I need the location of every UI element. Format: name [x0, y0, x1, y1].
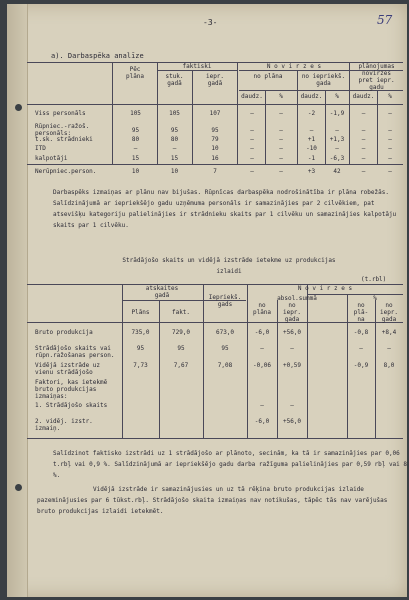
col-header-pct: % — [335, 93, 339, 100]
table1-cell-d1: – — [250, 136, 254, 143]
t2-header-deviations: N o v i r z e s — [297, 285, 353, 292]
t2-header-plan: Plāns — [131, 309, 150, 316]
table2-cell-a2: +0,59 — [282, 362, 302, 369]
table1-cell-p1: – — [279, 155, 283, 162]
table1-cell-d3: – — [361, 110, 366, 117]
table1-cell-p1: – — [279, 127, 283, 134]
table2-row-label: 2. vidēj. izstr. izmaiņ. — [35, 418, 93, 432]
table1-cell-iepr: 95 — [211, 127, 219, 134]
table1-cell-p2: – — [335, 127, 339, 134]
punch-hole — [15, 104, 22, 111]
table2-row-label: Strādājošo skaits vai rūpn.ražošanas person. — [35, 345, 115, 359]
table2-cell-p2: – — [387, 345, 391, 352]
table1-cell-p1: – — [279, 145, 283, 152]
table2-row-label: Faktori, kas ietekmē bruto produkcijas izmaiņas: — [35, 379, 108, 400]
table1-cell-p2: +1,3 — [329, 136, 345, 143]
table1-cell-d1: – — [250, 127, 254, 134]
binding-strip — [7, 4, 28, 597]
col-header-rep-year: stuk. gadā — [165, 73, 184, 87]
table2-cell-a1: -6,0 — [254, 418, 270, 425]
table1-cell-d2: – — [309, 127, 314, 134]
table1-cell-d3: – — [361, 136, 366, 143]
table1-cell-plan: 105 — [130, 110, 141, 117]
table1-cell-p3: – — [388, 145, 392, 152]
table2-cell-a2: – — [290, 402, 294, 409]
table2-cell-iepr: 673,0 — [215, 329, 235, 336]
table1-cell-iepr: 79 — [211, 136, 219, 143]
table2-cell-plan: 7,73 — [133, 362, 148, 369]
table1-cell-p3: – — [388, 136, 392, 143]
table1-cell-p1: – — [279, 168, 283, 175]
table1-cell-plan: 95 — [131, 127, 140, 134]
table2-cell-p1: -0,9 — [353, 362, 369, 369]
col-header-fact: faktiski — [182, 63, 212, 70]
table2-cell-plan: 735,0 — [131, 329, 150, 336]
table2-cell-a2: +56,0 — [282, 329, 302, 336]
table1-cell-iepr: 107 — [209, 110, 221, 117]
table2-cell-fakt: 95 — [177, 345, 185, 352]
paragraph-output-comparison: Salīdzinot faktisko izstrādi uz 1 strādājošo ar plānoto, secinām, ka tā ir samazinājies par 0,06 t.rbļ vai 0,9 %. Salīdzinājumā ar iepriekšējo gadu darba ražīguma palielinājies par 0,59 rbļ vai 8 %. — [53, 450, 408, 479]
col-header-from-prev: no iepriekš. gada — [301, 73, 346, 87]
table1-cell-d2: -1 — [307, 155, 316, 162]
t2-header-absolute: absol.summā — [277, 295, 317, 302]
table2-row-label: Bruto produkcija — [35, 329, 93, 336]
table1-cell-fakt: 15 — [170, 155, 179, 162]
table2-row-label: 1. Strādājošo skaits — [35, 402, 108, 409]
table1-cell-d1: – — [250, 145, 254, 152]
t2-header-pct: % — [373, 295, 377, 302]
table1-cell-d1: – — [250, 155, 254, 162]
table1-cell-p2: -1,9 — [329, 110, 345, 117]
table1-cell-p1: – — [279, 110, 283, 117]
table2-cell-a2: +56,0 — [282, 418, 302, 425]
table1-row-label: kalpotāji — [35, 155, 68, 162]
col-header-qty: daudz. — [352, 93, 375, 100]
table1-cell-plan: 10 — [131, 168, 140, 175]
table1-cell-p2: – — [335, 145, 339, 152]
table2-cell-a2: – — [290, 345, 294, 352]
table1-cell-p1: – — [279, 136, 283, 143]
table1-row-label: t.sk. strādnieki — [35, 136, 93, 143]
table2-cell-fakt: 729,0 — [171, 329, 191, 336]
table1-cell-d2: +3 — [307, 168, 316, 175]
table1-cell-plan: 15 — [131, 155, 140, 162]
table1-cell-fakt: 80 — [170, 136, 179, 143]
table2-cell-iepr: 95 — [221, 345, 229, 352]
table1-cell-fakt: 10 — [170, 168, 179, 175]
table2-cell-a1: – — [260, 345, 264, 352]
section-title: a). Darbaspēka analīze — [51, 52, 144, 60]
table1-cell-p3: – — [388, 168, 392, 175]
col-header-prev-year: iepr. gadā — [205, 73, 225, 87]
table1-cell-iepr: 7 — [213, 168, 217, 175]
page-number: -3- — [203, 18, 218, 27]
table2-cell-a1: -6,0 — [254, 329, 270, 336]
col-header-from-plan: no plāna — [253, 73, 283, 80]
table2-row-label: Vidējā izstrāde uz vienu strādājošo — [35, 362, 101, 376]
table1-cell-p3: – — [388, 155, 392, 162]
table1-row-label: Rūpniec.-ražoš. personāls: — [35, 123, 90, 137]
t2-header-from-plan: no plāna — [252, 302, 272, 316]
table1-cell-d3: – — [361, 127, 366, 134]
table1-row-label: ITD — [35, 145, 46, 152]
t2-header-from-prev-pct: no iepr. gada — [379, 302, 399, 323]
table1-cell-p2: -6,3 — [329, 155, 345, 162]
table1-cell-plan: – — [133, 145, 138, 152]
table1-cell-plan: 80 — [131, 136, 140, 143]
table2-cell-plan: 95 — [136, 345, 145, 352]
col-header-pct: % — [388, 93, 392, 100]
table2-cell-p1: -0,8 — [353, 329, 369, 336]
table2-unit: (t.rbl) — [361, 276, 387, 283]
table1-cell-fakt: – — [172, 145, 177, 152]
table1-cell-d3: – — [361, 168, 366, 175]
t2-header-fact: fakt. — [171, 309, 191, 316]
col-header-plan-dev: plānojumas novirzes pret iepr. gadu — [358, 63, 395, 91]
table2-cell-p1: – — [359, 345, 363, 352]
table2-cell-iepr: 7,08 — [217, 362, 233, 369]
table1-cell-iepr: 10 — [211, 145, 219, 152]
table1-cell-iepr: 16 — [211, 155, 219, 162]
document-page — [7, 4, 407, 597]
table2-cell-a1: – — [260, 402, 264, 409]
table2-cell-p2: 8,0 — [383, 362, 395, 369]
handwritten-page-number: 57 — [377, 13, 393, 27]
table1-cell-d2: +1 — [307, 136, 316, 143]
col-header-deviations: N o v i r z e s — [266, 63, 322, 70]
table1-row-label: Nerūpniec.person. — [35, 168, 97, 175]
t2-header-report-year: atskaites gadā — [145, 285, 179, 299]
table1-cell-fakt: 105 — [169, 110, 180, 117]
table1-cell-d1: – — [250, 110, 254, 117]
t2-header-from-plan-pct: no plā- na — [353, 302, 369, 323]
table1-cell-p3: – — [388, 110, 392, 117]
table1-cell-d1: – — [250, 168, 254, 175]
table1-cell-d3: – — [361, 155, 366, 162]
table2-cell-fakt: 7,67 — [173, 362, 189, 369]
table1-cell-p2: 42 — [333, 168, 341, 175]
table1-cell-d3: – — [361, 145, 366, 152]
table1-row-label: Viss personāls — [35, 110, 86, 117]
table1-cell-d2: -2 — [307, 110, 316, 117]
table1-cell-d2: -10 — [306, 145, 317, 152]
table1-cell-p3: – — [388, 127, 392, 134]
t2-header-from-prev: no iepr. gada — [282, 302, 302, 323]
table1-cell-fakt: 95 — [170, 127, 179, 134]
table2-cell-p2: +8,4 — [381, 329, 397, 336]
col-header-plan: Pēc plāna — [125, 66, 145, 80]
col-header-qty: daudz. — [241, 93, 263, 100]
punch-hole — [15, 484, 22, 491]
paragraph-staff-changes: Darbaspēks izmaiņas ar plānu nav bijušas. Rūpnīcas darbaspēka nodrošinātība ir plāna robežās. Salīdzinājumā ar iepriekšējo gadu uzņēmuma personāls ir samazinājies par 2 cilvēkiem, pat atsevišķu kategoriju palielinājies ir strādnieku skaits par 1 cilvēku un samazinājies kalpotāju skaits par 1 cilvēku. — [53, 189, 397, 229]
t2-header-prev-year: Iepriekš. gads — [208, 294, 242, 308]
col-header-pct: % — [279, 93, 283, 100]
paragraph-conclusion: Vidējā izstrāde ir samazinājusies un uz tā rēķina bruto produkcijas izlaide pazeminājusies par 6 tūkst.rbļ. Strādājošo skaita izmaiņas nav notikušas, tāpēc tās nav varējušas bruto produkcijas izlaidi ietekmēt. — [37, 486, 388, 515]
table2-cell-a1: -0,06 — [252, 362, 272, 369]
col-header-qty: daudz. — [300, 93, 323, 100]
table2-title: Strādājošo skaits un vidējā izstrāde ietekme uz produkcijas izlaidi — [122, 257, 336, 275]
